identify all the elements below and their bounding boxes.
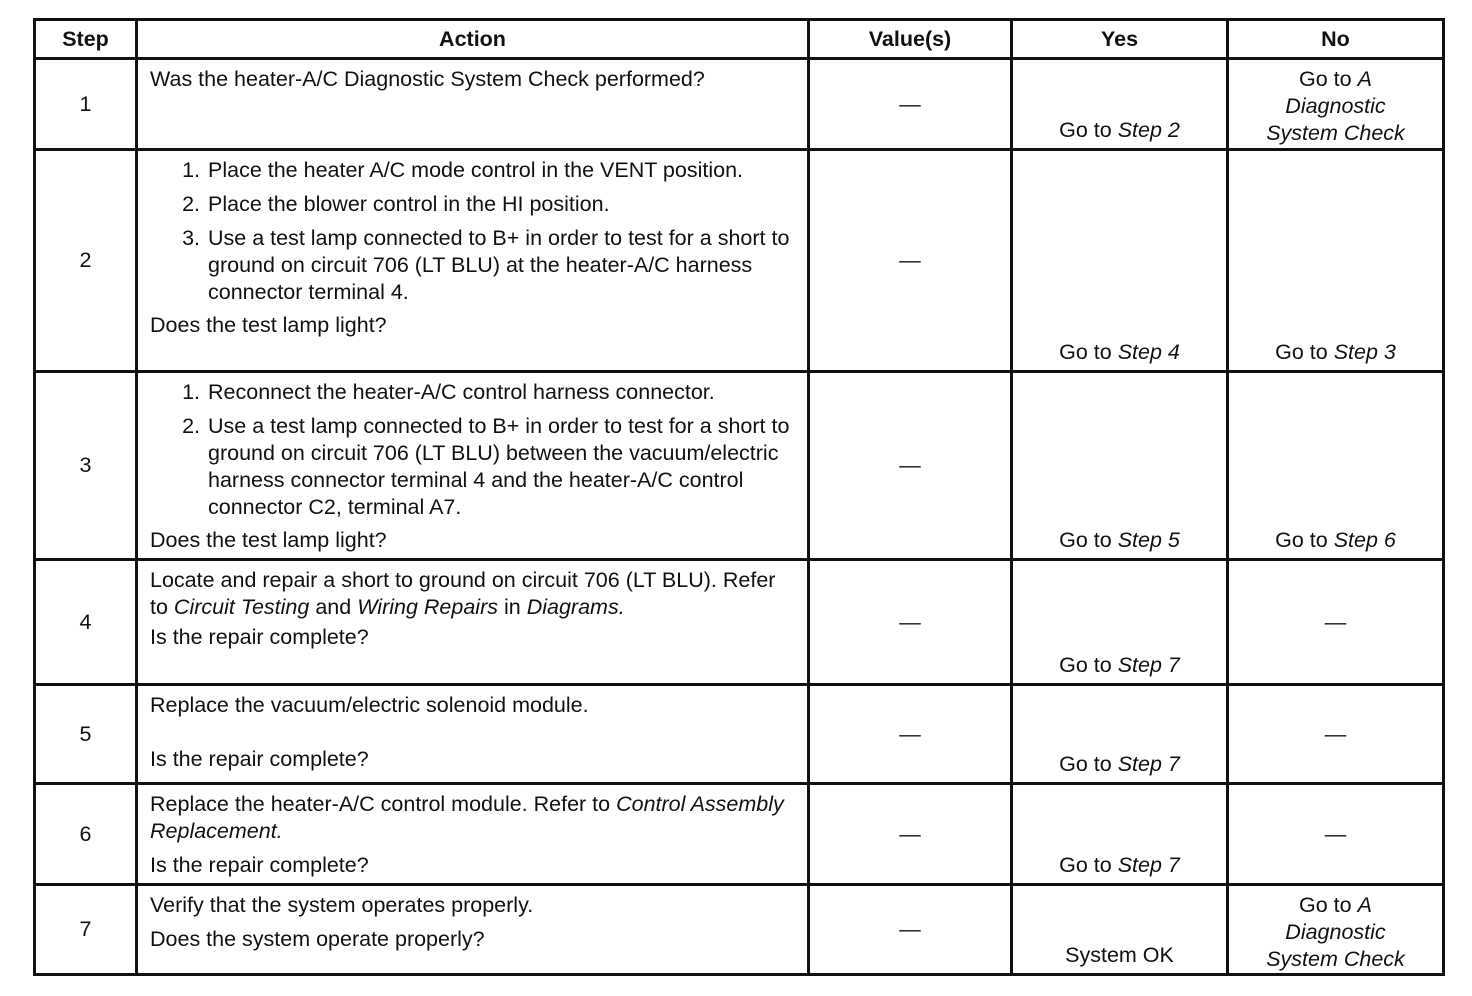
- step-number: 4: [35, 560, 137, 685]
- value-dash: —: [899, 721, 921, 746]
- yes-cell: [1012, 784, 1228, 885]
- value-dash: —: [899, 609, 921, 634]
- instruction-list: [150, 379, 797, 521]
- instruction-item: 2. Use a test lamp connected to B+ in order to test for a short to ground on circuit 706 (LT BLU) between the vacuum/electric harness connector terminal 4 and the heater-A/C control connector C2, terminal A7.: [206, 413, 797, 521]
- no-step-ref: Step 6: [1333, 528, 1396, 552]
- reference-control-assembly-replacement: Control Assembly Replacement.: [150, 792, 784, 843]
- diagnostic-table: [33, 18, 1445, 976]
- yes-cell: [1012, 372, 1228, 560]
- action-text: Locate and repair a short to ground on circuit 706 (LT BLU). Refer to: [150, 568, 776, 619]
- value-cell: [809, 560, 1012, 685]
- step-number: 1: [35, 59, 137, 150]
- action-cell: [137, 560, 809, 685]
- value-dash: —: [899, 821, 921, 846]
- table-row: [35, 372, 1444, 560]
- step-number: 7: [35, 885, 137, 975]
- no-step-ref: Step 3: [1333, 340, 1396, 364]
- yes-step-ref: Step 2: [1117, 118, 1180, 142]
- yes-step-ref: Step 7: [1117, 752, 1180, 776]
- no-ref-diagnostic: Diagnostic: [1285, 920, 1386, 944]
- instruction-item: 1. Place the heater A/C mode control in the VENT position.: [206, 157, 797, 184]
- action-cell: [137, 372, 809, 560]
- yes-result: System OK: [1065, 943, 1174, 967]
- step-number: 6: [35, 784, 137, 885]
- goto-prefix: Go to: [1059, 752, 1112, 776]
- goto-prefix: Go to: [1059, 853, 1112, 877]
- header-values: Value(s): [809, 20, 1012, 59]
- instruction-item: 2. Place the blower control in the HI position.: [206, 191, 797, 218]
- header-row: [35, 20, 1444, 59]
- step-number: 3: [35, 372, 137, 560]
- no-cell: [1228, 150, 1444, 372]
- action-question: Is the repair complete?: [150, 747, 369, 771]
- action-text: Replace the heater-A/C control module. Refer to: [150, 792, 611, 816]
- action-cell: [137, 59, 809, 150]
- action-cell: [137, 150, 809, 372]
- spacer: [150, 719, 797, 746]
- no-ref-a: A: [1357, 893, 1372, 917]
- no-dash: —: [1324, 821, 1347, 846]
- action-text: Was the heater-A/C Diagnostic System Check performed?: [150, 67, 705, 91]
- yes-cell: [1012, 685, 1228, 784]
- value-dash: —: [899, 453, 921, 477]
- goto-prefix: Go to: [1059, 118, 1112, 142]
- instruction-item: 3. Use a test lamp connected to B+ in order to test for a short to ground on circuit 706 (LT BLU) at the heater-A/C harness connector terminal 4.: [206, 225, 797, 306]
- no-ref-system-check: System Check: [1266, 121, 1405, 145]
- value-cell: [809, 885, 1012, 975]
- no-dash: —: [1324, 721, 1347, 746]
- instruction-item: 1. Reconnect the heater-A/C control harness connector.: [206, 379, 797, 406]
- goto-prefix: Go to: [1275, 340, 1328, 364]
- table-row: [35, 885, 1444, 975]
- goto-prefix: Go to: [1275, 528, 1328, 552]
- action-cell: [137, 685, 809, 784]
- action-question: Does the test lamp light?: [150, 313, 387, 337]
- no-dash: —: [1324, 609, 1347, 634]
- yes-cell: [1012, 560, 1228, 685]
- action-text: Replace the vacuum/electric solenoid module.: [150, 693, 589, 717]
- value-cell: [809, 59, 1012, 150]
- yes-step-ref: Step 7: [1117, 653, 1180, 677]
- header-no: No: [1228, 20, 1444, 59]
- table-row: [35, 685, 1444, 784]
- table-row: [35, 150, 1444, 372]
- value-cell: [809, 372, 1012, 560]
- goto-prefix: Go to: [1059, 653, 1112, 677]
- value-dash: —: [899, 248, 921, 272]
- header-yes: Yes: [1012, 20, 1228, 59]
- no-cell: [1228, 685, 1444, 784]
- table-row: [35, 59, 1444, 150]
- step-number: 2: [35, 150, 137, 372]
- table-row: [35, 560, 1444, 685]
- no-cell: [1228, 784, 1444, 885]
- goto-prefix: Go to: [1299, 67, 1352, 91]
- reference-diagrams: Diagrams.: [526, 595, 625, 619]
- value-dash: —: [899, 91, 921, 116]
- no-ref-system-check: System Check: [1266, 947, 1405, 971]
- header-action: Action: [137, 20, 809, 59]
- reference-circuit-testing: Circuit Testing: [173, 595, 310, 619]
- table-row: [35, 784, 1444, 885]
- yes-step-ref: Step 4: [1117, 340, 1180, 364]
- value-cell: [809, 150, 1012, 372]
- goto-prefix: Go to: [1059, 528, 1112, 552]
- yes-cell: [1012, 885, 1228, 975]
- action-cell: [137, 784, 809, 885]
- action-question: Does the system operate properly?: [150, 927, 485, 951]
- no-cell: [1228, 59, 1444, 150]
- action-text: in: [503, 595, 521, 619]
- value-cell: [809, 685, 1012, 784]
- no-ref-diagnostic: Diagnostic: [1285, 94, 1386, 118]
- action-cell: [137, 885, 809, 975]
- value-cell: [809, 784, 1012, 885]
- yes-step-ref: Step 5: [1117, 528, 1180, 552]
- action-question: Does the test lamp light?: [150, 528, 387, 552]
- header-step: Step: [35, 20, 137, 59]
- action-question: Is the repair complete?: [150, 625, 369, 649]
- instruction-list: [150, 157, 797, 306]
- action-question: Is the repair complete?: [150, 853, 369, 877]
- reference-wiring-repairs: Wiring Repairs: [357, 595, 498, 619]
- yes-step-ref: Step 7: [1117, 853, 1180, 877]
- goto-prefix: Go to: [1059, 340, 1112, 364]
- no-ref-a: A: [1357, 67, 1372, 91]
- value-dash: —: [899, 917, 921, 941]
- no-cell: [1228, 372, 1444, 560]
- goto-prefix: Go to: [1299, 893, 1352, 917]
- step-number: 5: [35, 685, 137, 784]
- action-text: Verify that the system operates properly.: [150, 893, 534, 917]
- no-cell: [1228, 560, 1444, 685]
- no-cell: [1228, 885, 1444, 975]
- yes-cell: [1012, 150, 1228, 372]
- action-text: and: [315, 595, 352, 619]
- yes-cell: [1012, 59, 1228, 150]
